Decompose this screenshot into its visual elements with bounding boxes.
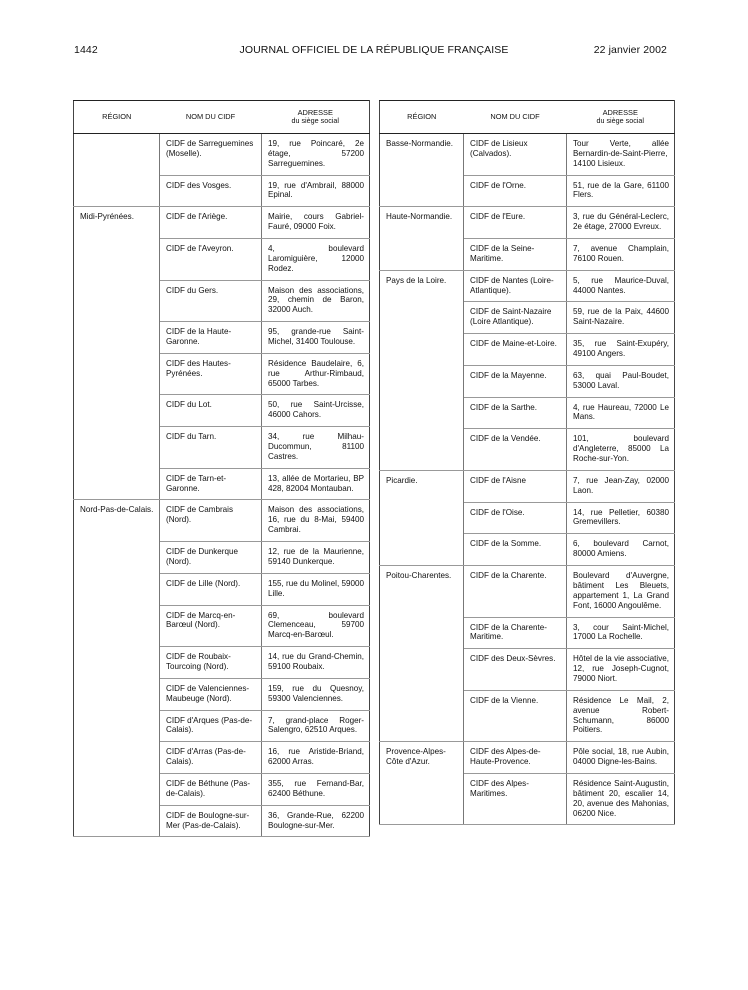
cidf-name-cell: CIDF de la Vienne. — [464, 690, 567, 741]
cidf-address-cell: 19, rue d'Ambrail, 88000 Epinal. — [262, 175, 370, 207]
table-row — [380, 397, 675, 429]
cidf-name-cell: CIDF de Nantes (Loire-Atlantique). — [464, 270, 567, 302]
table-row — [380, 534, 675, 566]
cidf-name-cell: CIDF de la Haute-Garonne. — [160, 322, 262, 354]
cidf-address-cell: 3, rue du Général-Leclerc, 2e étage, 27000 Evreux. — [567, 207, 675, 239]
region-cell — [74, 239, 160, 281]
region-cell: Midi-Pyrénées. — [74, 207, 160, 239]
region-cell — [74, 322, 160, 354]
cidf-address-cell: 101, boulevard d'Angleterre, 85000 La Roche-sur-Yon. — [567, 429, 675, 471]
table-row — [74, 353, 370, 395]
region-cell — [380, 534, 464, 566]
address-header-sublabel: du siège social — [596, 116, 645, 126]
table-row — [74, 573, 370, 605]
table-row — [380, 207, 675, 239]
cidf-name-cell: CIDF de la Mayenne. — [464, 365, 567, 397]
region-cell — [380, 175, 464, 207]
table-row — [74, 773, 370, 805]
cidf-address-cell: 7, avenue Champlain, 76100 Rouen. — [567, 239, 675, 271]
region-cell — [74, 395, 160, 427]
table-row — [380, 649, 675, 691]
cidf-address-cell: Pôle social, 18, rue Aubin, 04000 Digne-les-Bains. — [567, 742, 675, 774]
cidf-address-cell: 4, rue Haureau, 72000 Le Mans. — [567, 397, 675, 429]
table-row — [74, 468, 370, 500]
cidf-address-cell: 155, rue du Molinel, 59000 Lille. — [262, 573, 370, 605]
cidf-name-cell: CIDF des Alpes-Maritimes. — [464, 773, 567, 824]
cidf-name-cell: CIDF du Gers. — [160, 280, 262, 322]
region-column-header: RÉGION — [380, 101, 464, 134]
cidf-address-cell: 355, rue Fernand-Bar, 62400 Béthune. — [262, 773, 370, 805]
table-row — [74, 175, 370, 207]
table-row — [380, 302, 675, 334]
region-cell — [380, 690, 464, 741]
region-cell — [74, 542, 160, 574]
cidf-name-cell: CIDF de Valenciennes-Maubeuge (Nord). — [160, 678, 262, 710]
table-row — [380, 175, 675, 207]
cidf-address-cell: 3, cour Saint-Michel, 17000 La Rochelle. — [567, 617, 675, 649]
region-cell: Provence-Alpes-Côte d'Azur. — [380, 742, 464, 774]
cidf-name-cell: CIDF des Alpes-de-Haute-Provence. — [464, 742, 567, 774]
cidf-name-cell: CIDF de Maine-et-Loire. — [464, 334, 567, 366]
table-row — [380, 429, 675, 471]
region-cell — [74, 353, 160, 395]
region-cell — [74, 773, 160, 805]
cidf-address-cell: 12, rue de la Maurienne, 59140 Dunkerque. — [262, 542, 370, 574]
region-cell — [380, 239, 464, 271]
cidf-address-cell: 16, rue Aristide-Briand, 62000 Arras. — [262, 742, 370, 774]
cidf-address-cell: 5, rue Maurice-Duval, 44000 Nantes. — [567, 270, 675, 302]
region-cell — [74, 678, 160, 710]
cidf-name-cell: CIDF de Tarn-et-Garonne. — [160, 468, 262, 500]
cidf-address-cell: Résidence Le Mail, 2, avenue Robert-Schumann, 86000 Poitiers. — [567, 690, 675, 741]
cidf-name-cell: CIDF de l'Oise. — [464, 502, 567, 534]
table-row — [380, 134, 675, 176]
cidf-name-cell: CIDF de l'Eure. — [464, 207, 567, 239]
cidf-name-cell: CIDF de Lille (Nord). — [160, 573, 262, 605]
cidf-address-cell: 14, rue Pelletier, 60380 Gremevillers. — [567, 502, 675, 534]
cidf-name-cell: CIDF des Hautes-Pyrénées. — [160, 353, 262, 395]
cidf-name-cell: CIDF de Lisieux (Calvados). — [464, 134, 567, 176]
cidf-address-cell: 159, rue du Quesnoy, 59300 Valenciennes. — [262, 678, 370, 710]
region-cell — [74, 710, 160, 742]
cidf-address-cell: 59, rue de la Paix, 44600 Saint-Nazaire. — [567, 302, 675, 334]
table-row — [74, 605, 370, 647]
region-cell: Haute-Normandie. — [380, 207, 464, 239]
table-row — [74, 207, 370, 239]
region-cell — [380, 429, 464, 471]
region-cell — [380, 397, 464, 429]
region-cell — [74, 468, 160, 500]
table-row — [74, 742, 370, 774]
address-column-header — [262, 101, 370, 134]
region-cell — [74, 805, 160, 837]
name-column-header: NOM DU CIDF — [464, 101, 567, 134]
table-row — [74, 805, 370, 837]
cidf-address-cell: 69, boulevard Clemenceau, 59700 Marcq-en-Barœul. — [262, 605, 370, 647]
table-row — [380, 270, 675, 302]
cidf-address-cell: 14, rue du Grand-Chemin, 59100 Roubaix. — [262, 647, 370, 679]
table-row — [74, 678, 370, 710]
region-cell — [380, 365, 464, 397]
cidf-name-cell: CIDF de Béthune (Pas-de-Calais). — [160, 773, 262, 805]
region-cell: Nord-Pas-de-Calais. — [74, 500, 160, 542]
cidf-name-cell: CIDF de la Charente-Maritime. — [464, 617, 567, 649]
cidf-name-cell: CIDF du Lot. — [160, 395, 262, 427]
region-cell: Pays de la Loire. — [380, 270, 464, 302]
name-column-header: NOM DU CIDF — [160, 101, 262, 134]
table-row — [74, 239, 370, 281]
cidf-name-cell: CIDF de Marcq-en-Barœul (Nord). — [160, 605, 262, 647]
cidf-address-cell: 7, grand-place Roger-Salengro, 62510 Arques. — [262, 710, 370, 742]
cidf-address-cell: 50, rue Saint-Urcisse, 46000 Cahors. — [262, 395, 370, 427]
cidf-address-cell: 51, rue de la Gare, 61100 Flers. — [567, 175, 675, 207]
table-row — [380, 742, 675, 774]
cidf-address-cell: Hôtel de la vie associative, 12, rue Joseph-Cugnot, 79000 Niort. — [567, 649, 675, 691]
cidf-name-cell: CIDF d'Arras (Pas-de-Calais). — [160, 742, 262, 774]
cidf-address-cell: 6, boulevard Carnot, 80000 Amiens. — [567, 534, 675, 566]
address-column-header — [567, 101, 675, 134]
region-cell — [380, 502, 464, 534]
cidf-address-cell: 13, allée de Mortarieu, BP 428, 82004 Montauban. — [262, 468, 370, 500]
cidf-name-cell: CIDF de l'Orne. — [464, 175, 567, 207]
table-row — [380, 773, 675, 824]
cidf-name-cell: CIDF du Tarn. — [160, 427, 262, 469]
cidf-address-cell: Boulevard d'Auvergne, bâtiment Les Bleuets, appartement 1, La Grand Font, 16000 Angoulême. — [567, 566, 675, 617]
region-cell — [74, 175, 160, 207]
cidf-name-cell: CIDF de la Somme. — [464, 534, 567, 566]
cidf-name-cell: CIDF de l'Aveyron. — [160, 239, 262, 281]
table-row — [380, 239, 675, 271]
cidf-address-cell: 34, rue Milhau-Ducommun, 81100 Castres. — [262, 427, 370, 469]
region-cell — [74, 280, 160, 322]
table-header-row — [380, 101, 675, 134]
cidf-address-cell: Maison des associations, 16, rue du 8-Mai, 59400 Cambrai. — [262, 500, 370, 542]
region-cell — [74, 605, 160, 647]
region-cell — [74, 573, 160, 605]
cidf-name-cell: CIDF de Boulogne-sur-Mer (Pas-de-Calais). — [160, 805, 262, 837]
cidf-name-cell: CIDF de la Seine-Maritime. — [464, 239, 567, 271]
region-cell: Poitou-Charentes. — [380, 566, 464, 617]
cidf-address-cell: 95, grande-rue Saint-Michel, 31400 Toulouse. — [262, 322, 370, 354]
cidf-name-cell: CIDF des Deux-Sèvres. — [464, 649, 567, 691]
table-row — [380, 617, 675, 649]
address-header-label: ADRESSE — [602, 108, 638, 118]
cidf-name-cell: CIDF de la Vendée. — [464, 429, 567, 471]
journal-title: JOURNAL OFFICIEL DE LA RÉPUBLIQUE FRANÇAISE — [239, 44, 509, 56]
region-cell — [380, 649, 464, 691]
cidf-address-cell: 7, rue Jean-Zay, 02000 Laon. — [567, 470, 675, 502]
region-column-header: RÉGION — [74, 101, 160, 134]
table-row — [74, 542, 370, 574]
page-number: 1442 — [74, 44, 98, 56]
region-cell — [74, 134, 160, 176]
table-header-row — [74, 101, 370, 134]
cidf-name-cell: CIDF de Saint-Nazaire (Loire Atlantique). — [464, 302, 567, 334]
table-row — [74, 647, 370, 679]
region-cell — [380, 617, 464, 649]
table-row — [74, 280, 370, 322]
cidf-name-cell: CIDF de l'Ariège. — [160, 207, 262, 239]
table-row — [74, 322, 370, 354]
region-cell — [74, 647, 160, 679]
cidf-name-cell: CIDF de Sarreguemines (Moselle). — [160, 134, 262, 176]
table-row — [380, 470, 675, 502]
cidf-address-cell: 19, rue Poincaré, 2e étage, 57200 Sarreguemines. — [262, 134, 370, 176]
cidf-name-cell: CIDF d'Arques (Pas-de-Calais). — [160, 710, 262, 742]
page-date: 22 janvier 2002 — [593, 44, 667, 56]
region-cell — [74, 742, 160, 774]
table-row — [380, 502, 675, 534]
region-cell: Basse-Normandie. — [380, 134, 464, 176]
region-cell — [380, 773, 464, 824]
table-row — [380, 365, 675, 397]
right-cidf-table — [379, 100, 675, 825]
table-row — [74, 395, 370, 427]
table-row — [74, 500, 370, 542]
region-cell — [380, 302, 464, 334]
cidf-address-cell: 35, rue Saint-Exupéry, 49100 Angers. — [567, 334, 675, 366]
cidf-name-cell: CIDF de Cambrais (Nord). — [160, 500, 262, 542]
address-header-label: ADRESSE — [297, 108, 333, 118]
region-cell: Picardie. — [380, 470, 464, 502]
cidf-address-cell: Résidence Saint-Augustin, bâtiment 20, escalier 14, 20, avenue des Mahonias, 06200 Nice. — [567, 773, 675, 824]
table-row — [74, 134, 370, 176]
table-row — [380, 690, 675, 741]
cidf-address-cell: Résidence Baudelaire, 6, rue Arthur-Rimbaud, 65000 Tarbes. — [262, 353, 370, 395]
right-table-body — [380, 134, 675, 825]
cidf-name-cell: CIDF des Vosges. — [160, 175, 262, 207]
cidf-name-cell: CIDF de la Sarthe. — [464, 397, 567, 429]
table-row — [74, 710, 370, 742]
cidf-address-cell: Tour Verte, allée Bernardin-de-Saint-Pierre, 14100 Lisieux. — [567, 134, 675, 176]
cidf-name-cell: CIDF de Roubaix-Tourcoing (Nord). — [160, 647, 262, 679]
cidf-name-cell: CIDF de l'Aisne — [464, 470, 567, 502]
cidf-address-cell: Maison des associations, 29, chemin de Baron, 32000 Auch. — [262, 280, 370, 322]
left-cidf-table — [73, 100, 370, 837]
cidf-address-cell: 36, Grande-Rue, 62200 Boulogne-sur-Mer. — [262, 805, 370, 837]
address-header-sublabel: du siège social — [291, 116, 340, 126]
cidf-address-cell: 4, boulevard Laromiguière, 12000 Rodez. — [262, 239, 370, 281]
region-cell — [380, 334, 464, 366]
left-table-body — [74, 134, 370, 837]
table-row — [380, 566, 675, 617]
cidf-address-cell: 63, quai Paul-Boudet, 53000 Laval. — [567, 365, 675, 397]
cidf-address-cell: Mairie, cours Gabriel-Fauré, 09000 Foix. — [262, 207, 370, 239]
cidf-name-cell: CIDF de Dunkerque (Nord). — [160, 542, 262, 574]
cidf-name-cell: CIDF de la Charente. — [464, 566, 567, 617]
table-row — [74, 427, 370, 469]
table-row — [380, 334, 675, 366]
region-cell — [74, 427, 160, 469]
